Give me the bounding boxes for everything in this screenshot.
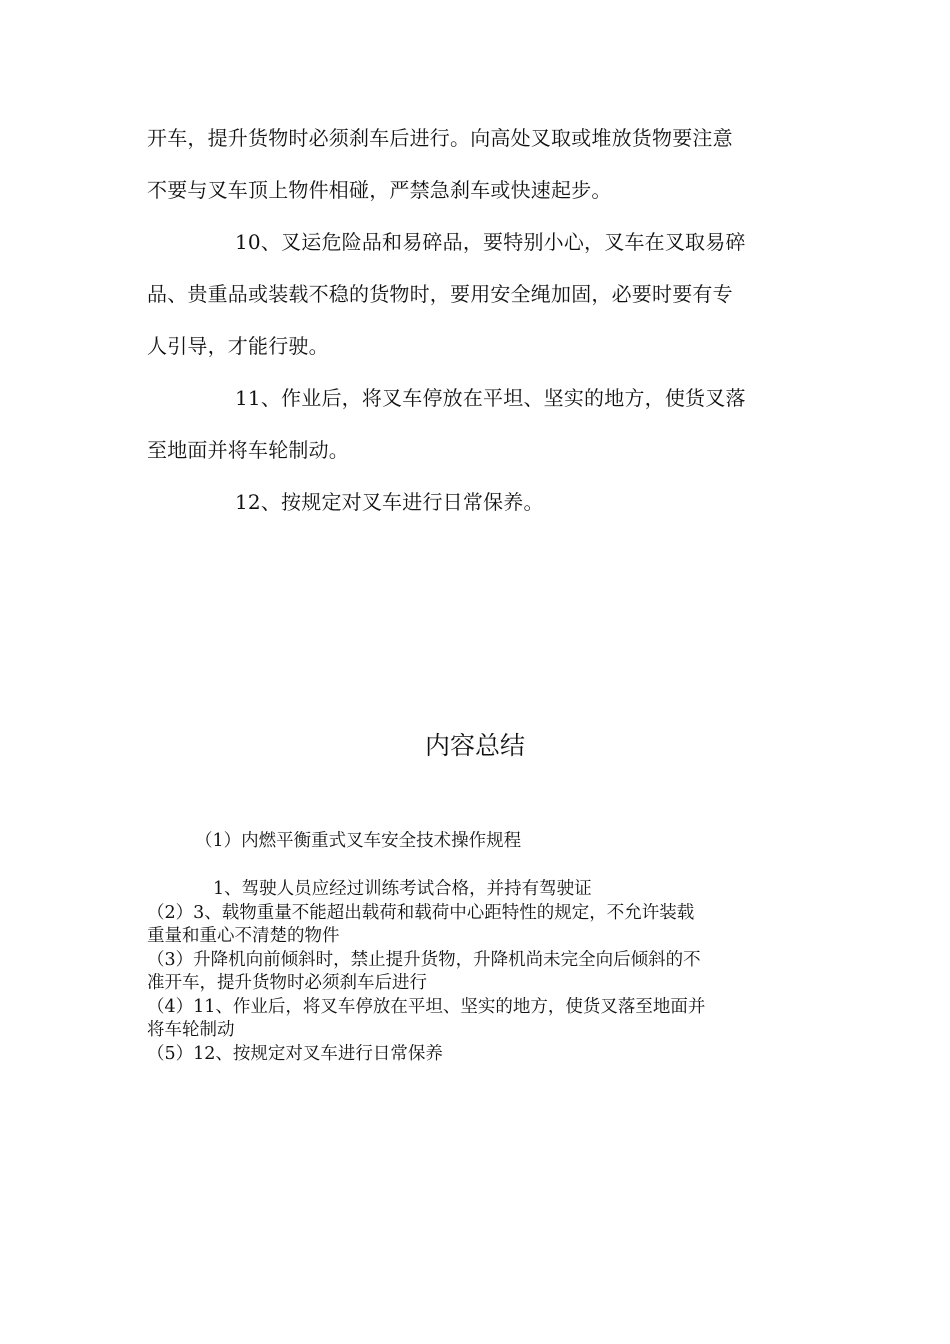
body-line: 至地面并将车轮制动。 [147, 438, 349, 462]
summary-line: 重量和重心不清楚的物件 [147, 926, 340, 946]
body-line: 10、叉运危险品和易碎品，要特别小心，叉车在叉取易碎 [235, 230, 746, 254]
summary-line: 1、驾驶人员应经过训练考试合格，并持有驾驶证 [213, 879, 592, 899]
summary-line: （5）12、按规定对叉车进行日常保养 [147, 1043, 443, 1064]
summary-line: 将车轮制动 [147, 1020, 235, 1040]
summary-line: （2）3、载物重量不能超出载荷和载荷中心距特性的规定，不允许装载 [147, 902, 695, 923]
summary-list [147, 878, 817, 1066]
body-line: 12、按规定对叉车进行日常保养。 [235, 490, 544, 514]
summary-line: （3）升降机向前倾斜时，禁止提升货物，升降机尚未完全向后倾斜的不 [147, 949, 701, 970]
body-line: 11、作业后，将叉车停放在平坦、坚实的地方，使货叉落 [235, 386, 746, 410]
summary-line: 准开车，提升货物时必须刹车后进行 [147, 973, 427, 993]
body-line: 开车，提升货物时必须刹车后进行。向高处叉取或堆放货物要注意 [147, 126, 733, 150]
body-line: 不要与叉车顶上物件相碰，严禁急刹车或快速起步。 [147, 178, 612, 202]
summary-item-1 [147, 830, 817, 854]
summary-line: （4）11、作业后，将叉车停放在平坦、坚实的地方，使货叉落至地面并 [147, 996, 706, 1017]
body-paragraphs [147, 112, 807, 528]
summary-line: （1）内燃平衡重式叉车安全技术操作规程 [195, 831, 522, 851]
summary-title: 内容总结 [424, 731, 525, 760]
body-line: 人引导，才能行驶。 [147, 334, 329, 358]
body-line: 品、贵重品或装载不稳的货物时，要用安全绳加固，必要时要有专 [147, 282, 733, 306]
